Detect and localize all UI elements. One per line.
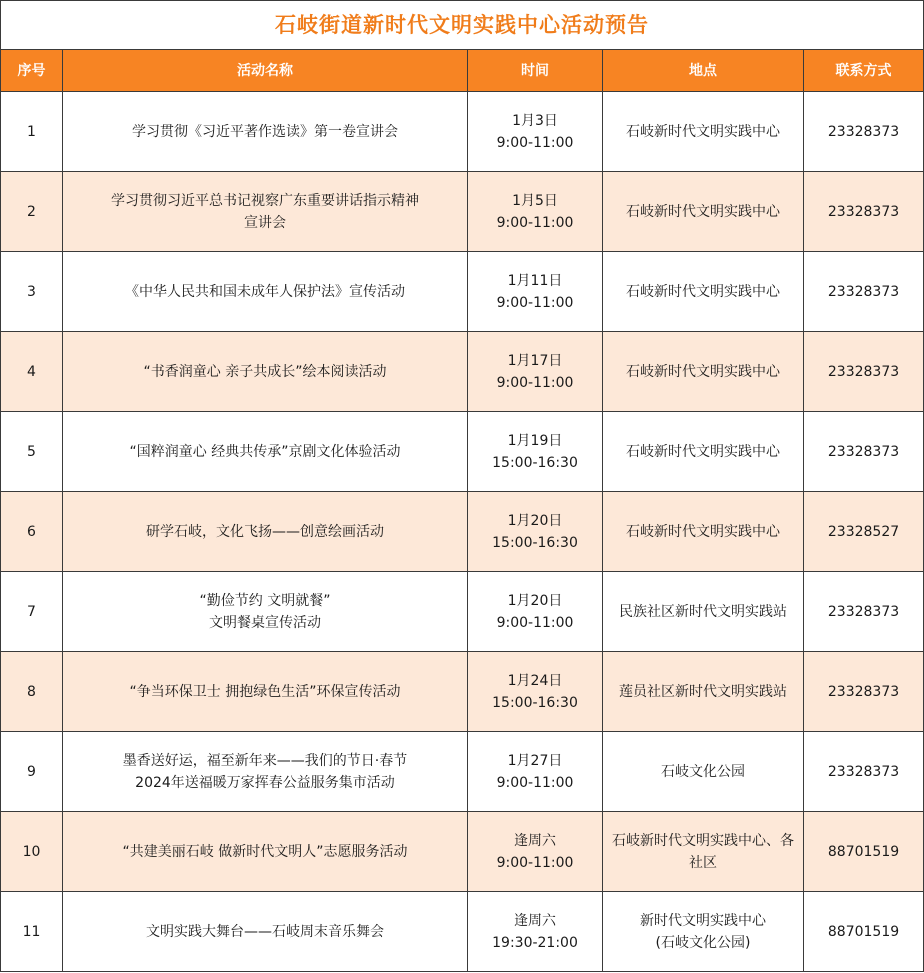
cell-place-line: 莲员社区新时代文明实践站	[619, 683, 787, 700]
cell-place-line: (石岐文化公园)	[655, 934, 751, 951]
cell-time	[468, 332, 603, 412]
cell-index: 3	[1, 252, 63, 332]
cell-time-line: 15:00-16:30	[492, 694, 578, 711]
cell-activity-name-line: 研学石岐，文化飞扬——创意绘画活动	[146, 523, 384, 540]
table-row	[1, 92, 924, 172]
cell-time-line: 9:00-11:00	[496, 614, 574, 631]
cell-contact: 88701519	[804, 812, 924, 892]
cell-time-line: 9:00-11:00	[496, 374, 574, 391]
cell-place	[603, 412, 804, 492]
cell-place-line: 石岐新时代文明实践中心	[626, 523, 780, 540]
cell-activity-name-line: “书香润童心 亲子共成长”绘本阅读活动	[143, 363, 387, 380]
cell-time-line: 9:00-11:00	[496, 854, 574, 871]
table-row	[1, 732, 924, 812]
cell-time	[468, 572, 603, 652]
cell-time-line: 逢周六	[514, 912, 556, 929]
cell-activity-name-line: “共建美丽石岐 做新时代文明人”志愿服务活动	[122, 843, 408, 860]
cell-time-line: 9:00-11:00	[496, 214, 574, 231]
cell-contact: 23328373	[804, 572, 924, 652]
table-row	[1, 252, 924, 332]
cell-time-line: 1月19日	[507, 432, 563, 449]
cell-time-line: 1月5日	[512, 192, 558, 209]
cell-activity-name	[63, 652, 468, 732]
cell-activity-name-line: 学习贯彻《习近平著作选读》第一卷宣讲会	[132, 123, 398, 140]
cell-time	[468, 732, 603, 812]
cell-time	[468, 92, 603, 172]
table-row	[1, 492, 924, 572]
header-row	[1, 50, 924, 92]
cell-place-line: 新时代文明实践中心	[640, 912, 766, 929]
cell-place	[603, 732, 804, 812]
cell-activity-name	[63, 252, 468, 332]
cell-time-line: 1月17日	[507, 352, 563, 369]
cell-time	[468, 412, 603, 492]
header-name: 活动名称	[63, 50, 468, 92]
cell-activity-name-line: 文明餐桌宣传活动	[209, 614, 321, 631]
table-row	[1, 332, 924, 412]
cell-activity-name	[63, 412, 468, 492]
cell-activity-name	[63, 572, 468, 652]
cell-activity-name-line: 宣讲会	[244, 214, 286, 231]
cell-activity-name-line: 文明实践大舞台——石岐周末音乐舞会	[146, 923, 384, 940]
cell-index: 11	[1, 892, 63, 972]
cell-place	[603, 92, 804, 172]
cell-contact: 23328373	[804, 412, 924, 492]
cell-place-line: 石岐新时代文明实践中心	[626, 443, 780, 460]
cell-time	[468, 172, 603, 252]
cell-place	[603, 652, 804, 732]
table-row	[1, 652, 924, 732]
cell-time-line: 1月20日	[507, 512, 563, 529]
cell-contact: 88701519	[804, 892, 924, 972]
cell-place-line: 石岐新时代文明实践中心	[626, 123, 780, 140]
cell-time-line: 1月27日	[507, 752, 563, 769]
cell-index: 7	[1, 572, 63, 652]
cell-index: 6	[1, 492, 63, 572]
cell-time-line: 15:00-16:30	[492, 534, 578, 551]
cell-place	[603, 492, 804, 572]
page-title: 石岐街道新时代文明实践中心活动预告	[1, 1, 924, 50]
cell-place	[603, 252, 804, 332]
header-contact: 联系方式	[804, 50, 924, 92]
cell-activity-name-line: 墨香送好运，福至新年来——我们的节日·春节	[122, 752, 408, 769]
header-place: 地点	[603, 50, 804, 92]
cell-time-line: 9:00-11:00	[496, 774, 574, 791]
header-index: 序号	[1, 50, 63, 92]
cell-index: 2	[1, 172, 63, 252]
cell-contact: 23328527	[804, 492, 924, 572]
cell-place-line: 石岐新时代文明实践中心	[626, 203, 780, 220]
cell-contact: 23328373	[804, 172, 924, 252]
cell-place	[603, 572, 804, 652]
cell-place-line: 社区	[689, 854, 717, 871]
cell-place-line: 石岐新时代文明实践中心	[626, 363, 780, 380]
cell-contact: 23328373	[804, 652, 924, 732]
cell-activity-name	[63, 492, 468, 572]
cell-time-line: 9:00-11:00	[496, 294, 574, 311]
cell-index: 8	[1, 652, 63, 732]
table-row	[1, 812, 924, 892]
cell-place-line: 石岐文化公园	[661, 763, 745, 780]
cell-activity-name	[63, 92, 468, 172]
cell-time	[468, 492, 603, 572]
cell-activity-name-line: 学习贯彻习近平总书记视察广东重要讲话指示精神	[111, 192, 419, 209]
cell-contact: 23328373	[804, 732, 924, 812]
cell-activity-name-line: “国粹润童心 经典共传承”京剧文化体验活动	[129, 443, 401, 460]
cell-index: 10	[1, 812, 63, 892]
cell-time-line: 1月3日	[512, 112, 558, 129]
cell-activity-name-line: “勤俭节约 文明就餐”	[199, 592, 331, 609]
table-row	[1, 572, 924, 652]
cell-time	[468, 812, 603, 892]
table-row	[1, 172, 924, 252]
cell-time-line: 逢周六	[514, 832, 556, 849]
cell-contact: 23328373	[804, 92, 924, 172]
cell-activity-name	[63, 332, 468, 412]
cell-time-line: 15:00-16:30	[492, 454, 578, 471]
cell-activity-name	[63, 732, 468, 812]
table-row	[1, 892, 924, 972]
table-row	[1, 412, 924, 492]
cell-place	[603, 892, 804, 972]
cell-place-line: 石岐新时代文明实践中心	[626, 283, 780, 300]
cell-place	[603, 172, 804, 252]
header-time: 时间	[468, 50, 603, 92]
cell-time	[468, 252, 603, 332]
cell-activity-name-line: “争当环保卫士 拥抱绿色生活”环保宣传活动	[129, 683, 401, 700]
cell-activity-name	[63, 172, 468, 252]
cell-activity-name	[63, 812, 468, 892]
cell-time	[468, 892, 603, 972]
cell-index: 1	[1, 92, 63, 172]
cell-activity-name-line: 《中华人民共和国未成年人保护法》宣传活动	[125, 283, 405, 300]
cell-place	[603, 332, 804, 412]
cell-time-line: 1月24日	[507, 672, 563, 689]
cell-time-line: 19:30-21:00	[492, 934, 578, 951]
cell-time	[468, 652, 603, 732]
cell-place-line: 民族社区新时代文明实践站	[619, 603, 787, 620]
cell-place	[603, 812, 804, 892]
cell-place-line: 石岐新时代文明实践中心、各	[612, 832, 794, 849]
cell-activity-name	[63, 892, 468, 972]
cell-contact: 23328373	[804, 332, 924, 412]
cell-activity-name-line: 2024年送福暖万家挥春公益服务集市活动	[135, 774, 395, 791]
cell-index: 4	[1, 332, 63, 412]
cell-index: 9	[1, 732, 63, 812]
cell-time-line: 1月11日	[507, 272, 563, 289]
cell-time-line: 9:00-11:00	[496, 134, 574, 151]
cell-contact: 23328373	[804, 252, 924, 332]
cell-time-line: 1月20日	[507, 592, 563, 609]
cell-index: 5	[1, 412, 63, 492]
